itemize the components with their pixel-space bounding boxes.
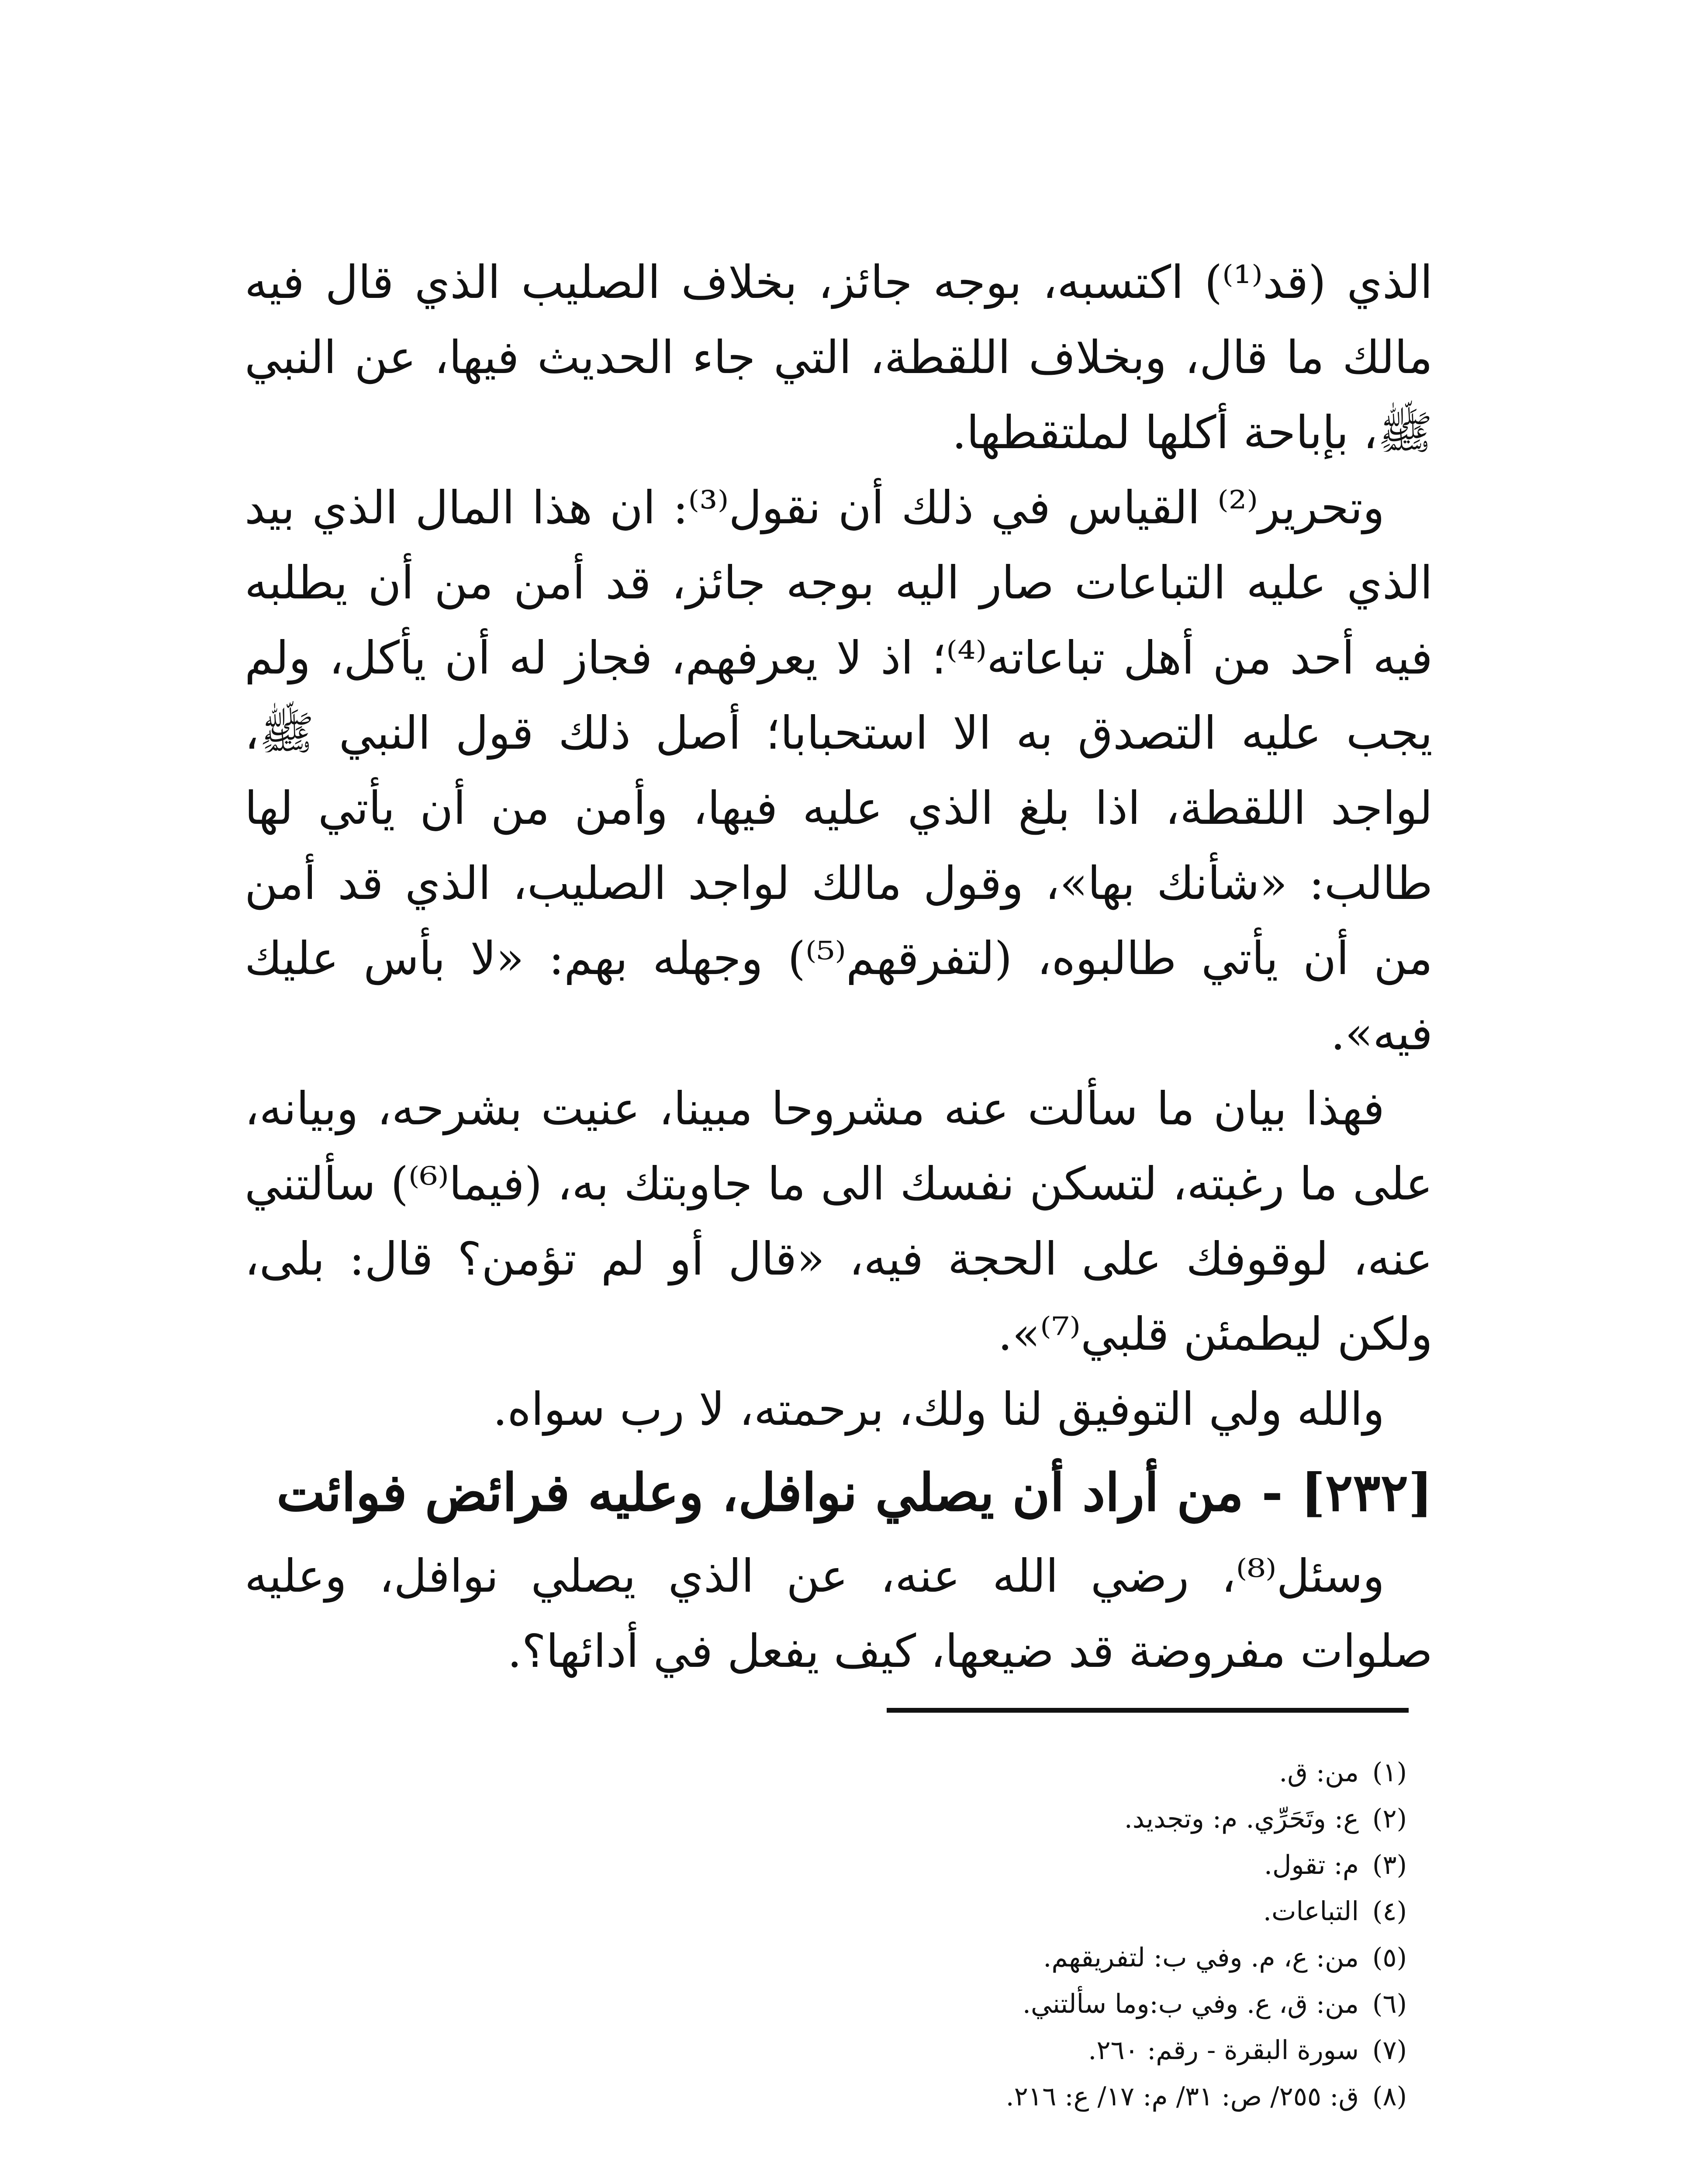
footnote-number: (٨) bbox=[1372, 2081, 1407, 2112]
main-text bbox=[245, 245, 1433, 1689]
footnote-number: (٥) bbox=[1372, 1942, 1407, 1973]
footnote-number: (١) bbox=[1372, 1757, 1407, 1788]
footnote-number: (٤) bbox=[1372, 1896, 1407, 1927]
footnote-number: (٦) bbox=[1372, 1989, 1407, 2019]
footnote-number: (٢) bbox=[1372, 1804, 1407, 1834]
footnote-text: سورة البقرة - رقم: ٢٦٠. bbox=[1088, 2035, 1359, 2066]
question-paragraph: وسئل⁽⁸⁾، رضي الله عنه، عن الذي يصلي نوافل، وعليه صلوات مفروضة قد ضيعها، كيف يفعل في أدائها؟. bbox=[245, 1549, 1433, 1678]
footnote-text: من: ق، ع. وفي ب:وما سألتني. bbox=[1022, 1989, 1359, 2019]
paragraph-4: والله ولي التوفيق لنا ولك، برحمته، لا رب سواه. bbox=[493, 1382, 1385, 1436]
section-heading: [٢٣٢] - من أراد أن يصلي نوافل، وعليه فرائض فوائت bbox=[276, 1462, 1433, 1523]
footnote-divider bbox=[887, 1708, 1409, 1713]
footnotes bbox=[795, 1749, 1407, 2120]
footnote-item bbox=[795, 1981, 1407, 2027]
footnote-text: من: ق. bbox=[1279, 1757, 1359, 1788]
footnote-text: ع: وتَحَرِّي. م: وتجديد. bbox=[1124, 1804, 1359, 1834]
footnote-number: (٣) bbox=[1372, 1850, 1407, 1880]
footnote-item bbox=[795, 1888, 1407, 1935]
footnote-text: ق: ٢٥٥/ ص: ٣١/ م: ١٧/ ع: ٢١٦. bbox=[1005, 2081, 1359, 2112]
footnote-item bbox=[795, 1749, 1407, 1796]
footnote-number: (٧) bbox=[1372, 2035, 1407, 2066]
footnote-text: التباعات. bbox=[1263, 1896, 1359, 1927]
paragraph-2: وتحرير⁽²⁾ القياس في ذلك أن نقول⁽³⁾: ان هذا المال الذي بيد الذي عليه التباعات صار اليه بوجه جائز، قد أمن من أن يطلبه فيه أحد من أهل تباعاته⁽⁴⁾؛ اذ لا يعرفهم، فجاز له أن يأكل، ولم يجب عليه التصدق به الا استحبابا؛ أصل ذلك قول النبي ﷺ، لواجد اللقطة، اذا بلغ الذي عليه فيها، وأمن من أن يأتي لها طالب: «شأنك بها»، وقول مالك لواجد الصليب، الذي قد أمن من أن يأتي طالبوه، (لتفرقهم⁽⁵⁾) وجهله بهم: «لا بأس عليك فيه». bbox=[245, 481, 1433, 1060]
footnote-item bbox=[795, 1935, 1407, 1981]
footnote-item bbox=[795, 2027, 1407, 2073]
footnote-text: م: تقول. bbox=[1264, 1850, 1359, 1880]
paragraph-1: الذي (قد⁽¹⁾) اكتسبه، بوجه جائز، بخلاف الصليب الذي قال فيه مالك ما قال، وبخلاف اللقطة، التي جاء الحديث فيها، عن النبي ﷺ، بإباحة أكلها لملتقطها. bbox=[245, 256, 1433, 459]
footnote-item bbox=[795, 2073, 1407, 2120]
footnote-item bbox=[795, 1796, 1407, 1842]
footnote-item bbox=[795, 1842, 1407, 1888]
footnote-text: من: ع، م. وفي ب: لتفريقهم. bbox=[1043, 1942, 1359, 1973]
paragraph-3: فهذا بيان ما سألت عنه مشروحا مبينا، عنيت بشرحه، وبيانه، على ما رغبته، لتسكن نفسك الى ما جاوبتك به، (فيما⁽⁶⁾) سألتني عنه، لوقوفك على الحجة فيه، «قال أو لم تؤمن؟ قال: بلى، ولكن ليطمئن قلبي⁽⁷⁾». bbox=[245, 1082, 1433, 1361]
